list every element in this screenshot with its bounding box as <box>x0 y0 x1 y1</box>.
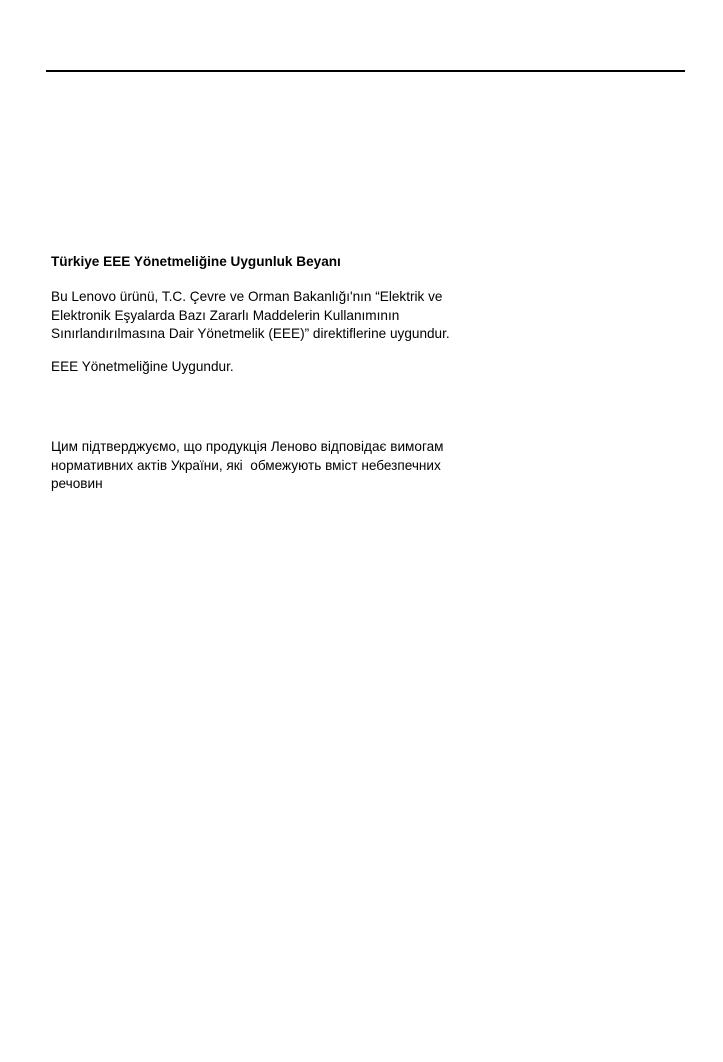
header-rule <box>46 70 685 72</box>
turkey-eee-paragraph <box>51 288 531 344</box>
ukraine-paragraph <box>51 438 531 494</box>
ukraine-paragraph-line: Цим підтверджуємо, що продукція Леново відповідає вимогам <box>51 439 444 454</box>
turkey-eee-heading <box>51 253 531 272</box>
eee-conformity-statement <box>51 358 531 377</box>
ukraine-paragraph-line: речовин <box>51 476 103 491</box>
turkey-eee-heading-text: Türkiye EEE Yönetmeliğine Uygunluk Beyanı <box>51 254 341 269</box>
turkey-eee-paragraph-line: Sınırlandırılmasına Dair Yönetmelik (EEE)” direktiflerine uygundur. <box>51 326 450 341</box>
turkey-eee-paragraph-line: Elektronik Eşyalarda Bazı Zararlı Maddelerin Kullanımının <box>51 307 400 323</box>
eee-conformity-text: EEE Yönetmeliğine Uygundur. <box>51 359 234 374</box>
turkey-eee-paragraph-line: Bu Lenovo ürünü, T.C. Çevre ve Orman Bakanlığı'nın “Elektrik ve <box>51 289 443 304</box>
ukraine-paragraph-line: нормативних актів України, які обмежують вміст небезпечних <box>51 457 441 473</box>
